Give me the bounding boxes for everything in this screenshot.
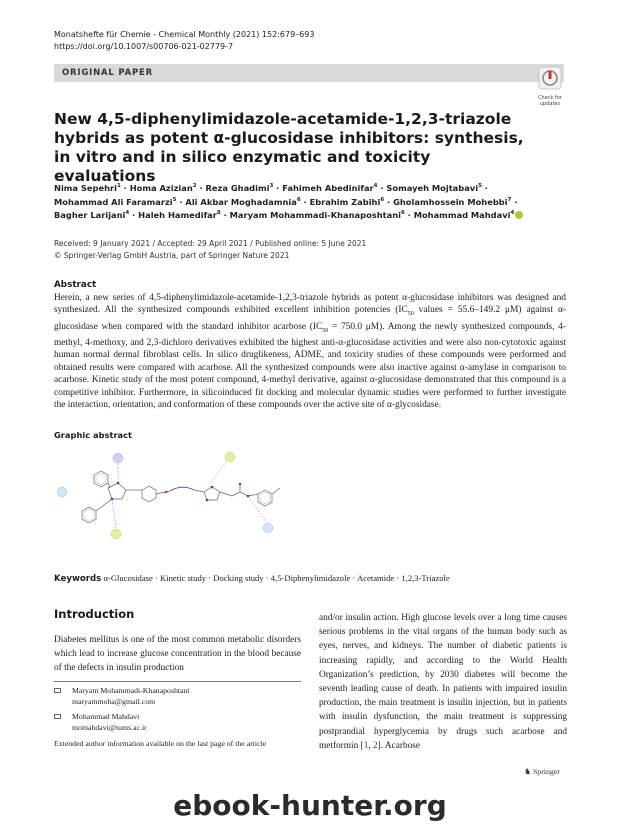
affiliation-number: 6: [400, 210, 405, 217]
author-name[interactable]: Nima Sepehri$^1$: [54, 183, 121, 193]
watermark-text: ebook-hunter.org: [173, 789, 447, 822]
extended-author-info: Extended author information available on the last page of the article: [54, 739, 267, 748]
keyword-item: α-Glucosidase: [103, 573, 153, 583]
author-name[interactable]: Gholamhossein Mohebbi$^7$: [393, 196, 512, 207]
author-name[interactable]: Reza Ghadimi$^3$: [205, 183, 274, 193]
springer-horse-icon: ♞: [524, 767, 533, 776]
introduction-right-column: and/or insulin action. High glucose levels over a long time causes serious problems in the vital organs of the human body such as eyes, nerves, and kidneys. The number of diabetic patients is increasing rapidly, and according to the World Health Organization’s prediction, by 2030 diabetes will become the seventh leading cause of death. In patients with impaired insulin production, the main treatment is insulin injection, but in patients with insulin dysfunction, the main treatment is suppressing postprandial hyperglycemia by drugs such acarbose and metformin [1, 2]. Acarbose: [319, 613, 567, 751]
article-title: New 4,5-diphenylimidazole-acetamide-1,2,3-triazole hybrids as potent α-glucosidase inhibitors: synthesis, in vitro and in silico enzymatic and toxicity evaluations: [54, 110, 524, 185]
author-name[interactable]: Maryam Mohammadi-Khanaposhtani$^6$: [229, 210, 405, 220]
keyword-item: Kinetic study: [160, 573, 207, 583]
author-name[interactable]: Mohammad Ali Faramarzi$^5$: [54, 196, 177, 207]
author-name[interactable]: Ebrahim Zabihi$^6$: [309, 196, 385, 207]
affiliation-number: 1: [116, 183, 121, 190]
author-name[interactable]: Haleh Hamedifar$^8$: [138, 210, 221, 220]
corresponding-author-name: Maryam Mohammadi-Khanaposhtani: [72, 686, 190, 695]
article-type-label: ORIGINAL PAPER: [62, 68, 153, 78]
keywords-label: Keywords: [54, 574, 102, 584]
affiliation-number: 7: [507, 196, 512, 203]
citation-link-1[interactable]: 1: [363, 740, 369, 751]
check-for-updates-badge[interactable]: [533, 66, 567, 107]
affiliation-number: 8: [216, 210, 221, 217]
corresponding-author-email[interactable]: maryammoha@gmail.com: [72, 697, 156, 706]
envelope-icon: [54, 688, 61, 693]
check-updates-label: Check for updates: [538, 95, 562, 107]
affiliation-number: 4: [125, 210, 130, 217]
author-name[interactable]: Mohammad Mahdavi$^4$: [413, 210, 515, 220]
keywords-line: [54, 573, 450, 584]
affiliation-number: 6: [296, 196, 301, 203]
corresponding-author-email[interactable]: momahdavi@tums.ac.ir: [72, 723, 147, 732]
affiliation-number: 4: [373, 183, 378, 190]
affiliation-number: 4: [510, 210, 515, 217]
affiliation-number: 3: [269, 183, 274, 190]
check-updates-icon: [538, 66, 562, 90]
corresponding-author-name: Mohammad Mahdavi: [72, 712, 140, 721]
abstract-body: Herein, a new series of 4,5-diphenylimidazole-acetamide-1,2,3-triazole hybrids as potent α-glucosidase inhibitors was designed and synthesized. All the synthesized compounds exhibited excellent inhibition potencies ($IC_{50}$ values = 55.6–149.2 μM) against α-glucosidase when compared with the standard inhibitor acarbose ($IC_{50} = 750.0$ μM). Among the newly synthesized compounds, 4-methyl, 4-methoxy, and 2,3-dichloro derivatives exhibited the highest anti-α-glucosidase activities and were also non-cytotoxic against human normal dermal fibroblast cells. In silico druglikeness, ADME, and toxicity studies of these compounds were performed and obtained results were compared with acarbose. All the synthesized compounds were also inactive against α-amylase in comparison to acarbose. Kinetic study of the most potent compound, 4-methyl derivative, against α-glucosidase demonstrated that this compound is a competitive inhibitor. Furthermore, in silicoinduced fit docking and molecular dynamic studies were performed to further investigate the interaction, orientation, and conformation of these compounds over the active site of α-glycosidase.: [54, 293, 566, 410]
keyword-item: Acetamide: [356, 573, 395, 583]
author-name[interactable]: Bagher Larijani$^4$: [54, 210, 130, 220]
author-list: Nima Sepehri$^1$ · Homa Azizian$^2$ · Reza Ghadimi$^3$ · Fahimeh Abedinifar$^4$ · Somayeh Mojtabavi$^5$ · Mohammad Ali Faramarzi$^5$ · Ali Akbar Moghadamnia$^6$ · Ebrahim Zabihi$^6$ · Gholamhossein Mohebbi$^7$ · Bagher Larijani$^4$ · Haleh Hamedifar$^8$ · Maryam Mohammadi-Khanaposhtani$^6$ · Mohammad Mahdavi$^4$: [54, 182, 524, 223]
affiliation-number: 2: [192, 183, 197, 190]
affiliation-number: 6: [380, 196, 385, 203]
residue-markers: [57, 452, 273, 539]
keyword-item: 4,5-Diphenylimidazole: [270, 573, 351, 583]
journal-citation: Monatshefte für Chemie - Chemical Monthly (2021) 152:679–693: [54, 30, 315, 39]
footnote-divider: [54, 681, 301, 682]
affiliation-number: 5: [172, 196, 177, 203]
graphic-abstract-heading: Graphic abstract: [54, 430, 133, 440]
affiliation-number: 5: [478, 183, 482, 190]
author-name[interactable]: Ali Akbar Moghadamnia$^6$: [185, 196, 301, 207]
author-name[interactable]: Fahimeh Abedinifar$^4$: [282, 183, 378, 193]
introduction-left-column: Diabetes mellitus is one of the most common metabolic disorders which lead to increase glucose concentration in the blood because of the defects in insulin production: [54, 635, 301, 674]
article-type-banner: [54, 64, 564, 82]
keyword-item: Docking study: [213, 573, 264, 583]
orcid-icon[interactable]: [515, 211, 523, 219]
author-name[interactable]: Somayeh Mojtabavi$^5$: [386, 183, 482, 193]
abstract-heading: Abstract: [54, 280, 97, 290]
copyright-line: © Springer-Verlag GmbH Austria, part of Springer Nature 2021: [54, 251, 290, 260]
introduction-heading: Introduction: [54, 607, 135, 621]
envelope-icon: [54, 714, 61, 719]
author-name[interactable]: Homa Azizian$^2$: [129, 183, 197, 193]
doi-link[interactable]: https://doi.org/10.1007/s00706-021-02779-7: [54, 42, 234, 51]
keywords-list: α-Glucosidase · Kinetic study · Docking study · 4,5-Diphenylimidazole · Acetamide · 1,2,3-Triazole: [103, 573, 450, 583]
citation-link-2[interactable]: 2: [373, 740, 378, 751]
keyword-item: 1,2,3-Triazole: [401, 573, 450, 583]
publication-dates: Received: 9 January 2021 / Accepted: 29 April 2021 / Published online: 5 June 2021: [54, 239, 367, 248]
graphic-abstract-image: [54, 448, 354, 560]
publisher-logo: ♞ Springer: [524, 767, 560, 776]
